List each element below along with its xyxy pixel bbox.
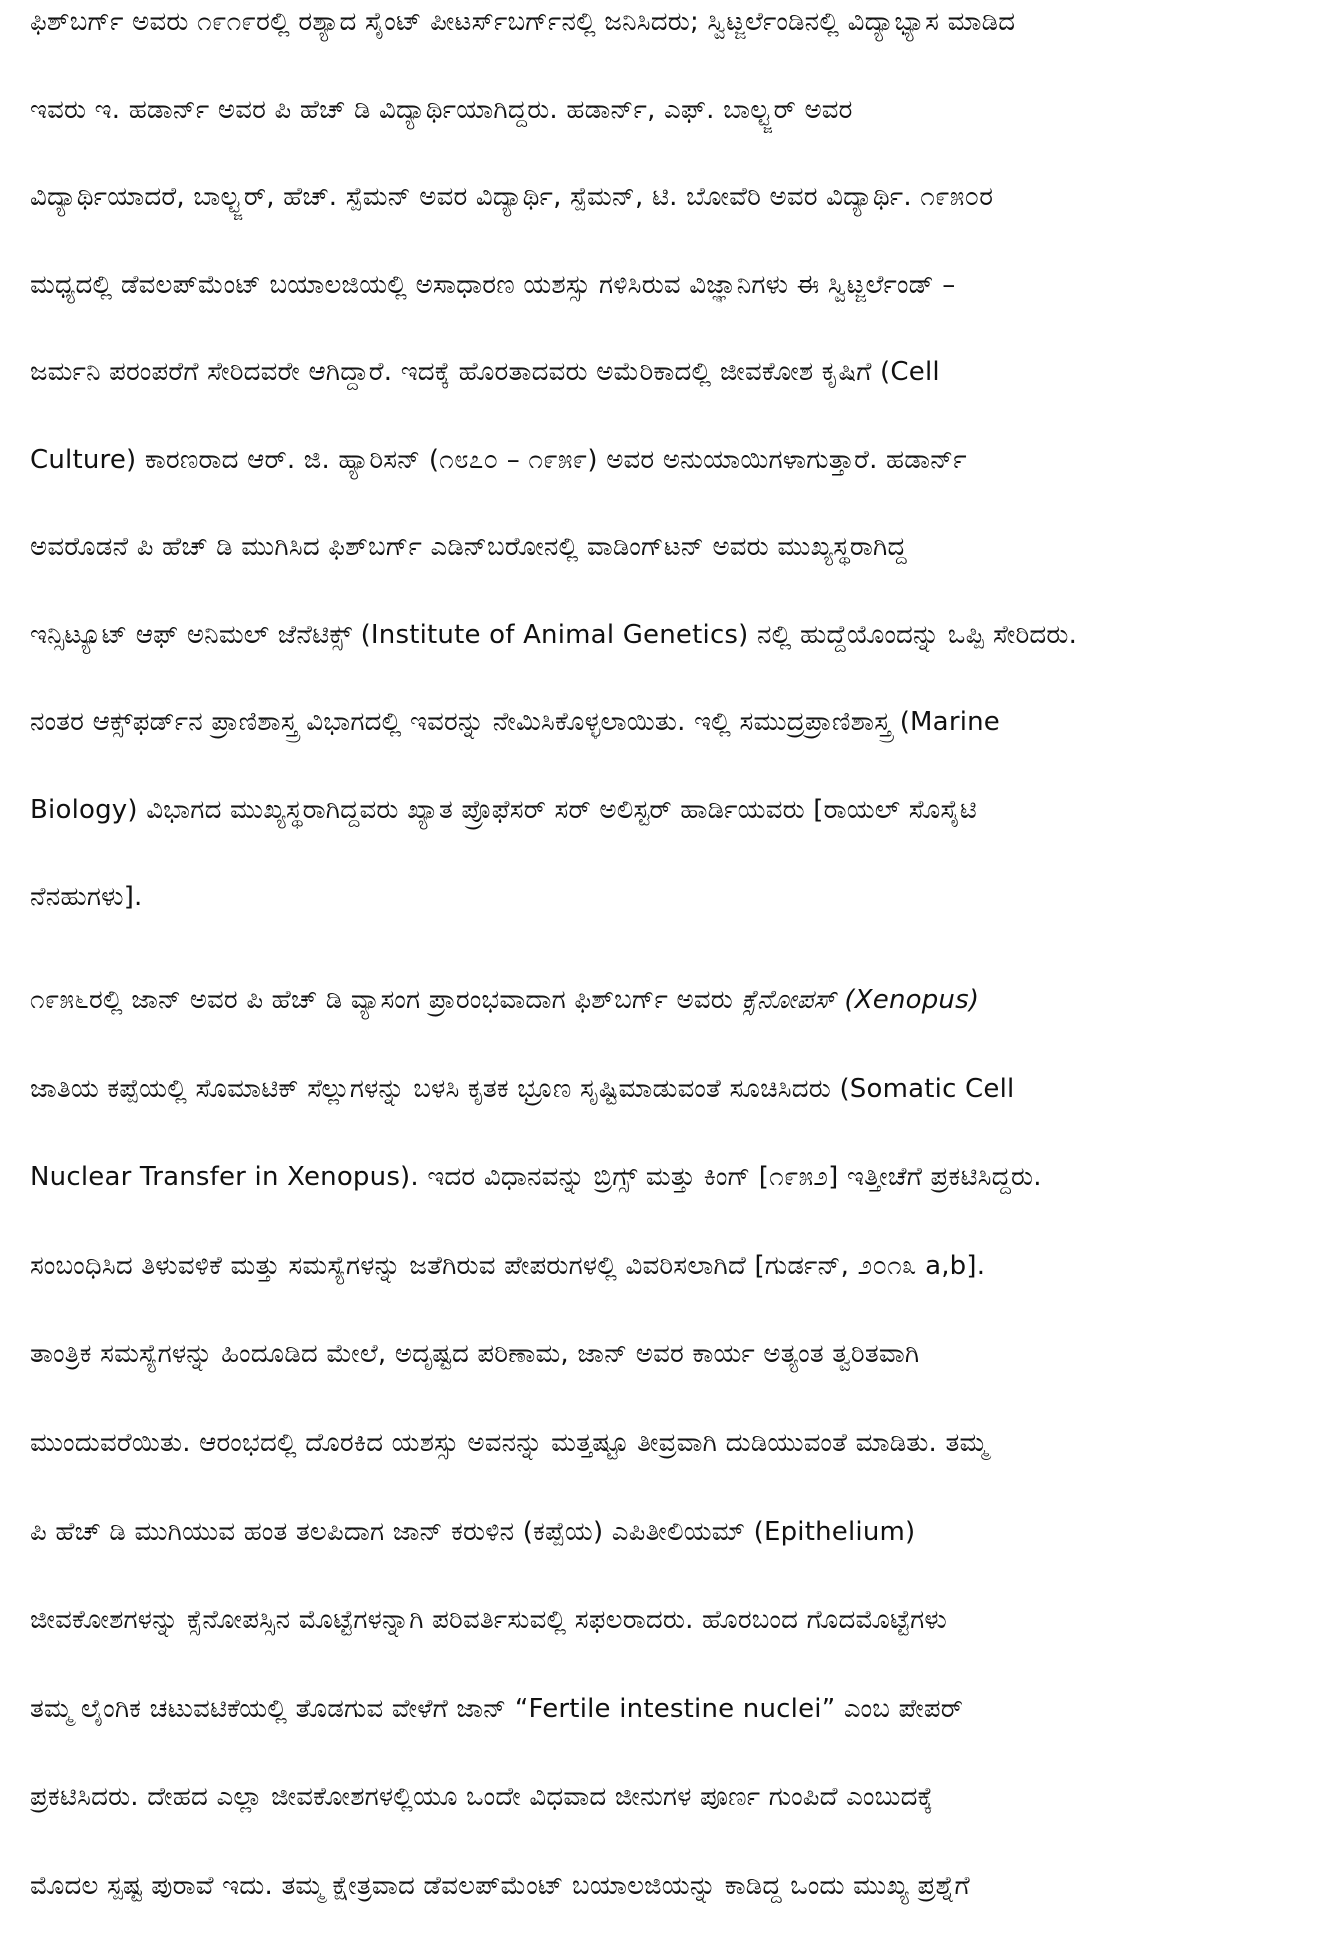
text-line: ಜೀವಕೋಶಗಳನ್ನು ಕ್ಸೆನೋಪಸ್ಸಿನ ಮೊಟ್ಟೆಗಳನ್ನಾಗಿ ಪರಿವರ್ತಿಸುವಲ್ಲಿ ಸಫಲರಾದರು. ಹೊರಬಂದ ಗೊದಮೊಟ್ಟೆಗಳು <box>30 1605 947 1636</box>
text-line: ಪಿ ಹೆಚ್ ಡಿ ಮುಗಿಯುವ ಹಂತ ತಲಪಿದಾಗ ಜಾನ್ ಕರುಳಿನ (ಕಪ್ಪೆಯ) ಎಪಿತೀಲಿಯಮ್ (Epithelium) <box>30 1516 916 1547</box>
text-line: ತಾಂತ್ರಿಕ ಸಮಸ್ಯೆಗಳನ್ನು ಹಿಂದೂಡಿದ ಮೇಲೆ, ಅದೃಷ್ಟದ ಪರಿಣಾಮ, ಜಾನ್ ಅವರ ಕಾರ್ಯ ಅತ್ಯಂತ ತ್ವರಿತವಾಗಿ <box>30 1339 920 1370</box>
text-line: ಸಂಬಂಧಿಸಿದ ತಿಳುವಳಿಕೆ ಮತ್ತು ಸಮಸ್ಯೆಗಳನ್ನು ಜತೆಗಿರುವ ಪೇಪರುಗಳಲ್ಲಿ ವಿವರಿಸಲಾಗಿದೆ [ಗುರ್ಡನ್, ೨೦೧೩ a,b]. <box>30 1250 986 1281</box>
text-line: ತಮ್ಮ ಲೈಂಗಿಕ ಚಟುವಟಿಕೆಯಲ್ಲಿ ತೊಡಗುವ ವೇಳೆಗೆ ಜಾನ್ “Fertile intestine nuclei” ಎಂಬ ಪೇಪರ್ <box>30 1693 964 1724</box>
species-emphasis: ಕ್ಸೆನೋಪಸ್ (Xenopus) <box>741 985 980 1015</box>
text-line: Nuclear Transfer in Xenopus). ಇದರ ವಿಧಾನವನ್ನು ಬ್ರಿಗ್ಸ್ ಮತ್ತು ಕಿಂಗ್ [೧೯೫೨] ಇತ್ತೀಚೆಗೆ ಪ್ರಕಟಿಸಿದ್ದರು. <box>30 1162 1042 1193</box>
text-line: ಮೊದಲ ಸ್ಪಷ್ಟ ಪುರಾವೆ ಇದು. ತಮ್ಮ ಕ್ಷೇತ್ರವಾದ ಡೆವಲಪ್‌ಮೆಂಟ್ ಬಯಾಲಜಿಯನ್ನು ಕಾಡಿದ್ದ ಒಂದು ಮುಖ್ಯ ಪ್ರಶ್ನೆಗೆ <box>30 1870 970 1901</box>
text-line: ವಿದ್ಯಾರ್ಥಿಯಾದರೆ, ಬಾಲ್ಟ್ಜರ್, ಹೆಚ್. ಸ್ಪೆಮನ್ ಅವರ ವಿದ್ಯಾರ್ಥಿ, ಸ್ಪೆಮನ್, ಟಿ. ಬೋವೆರಿ ಅವರ ವಿದ್ಯಾರ್ಥಿ. ೧೯೫೦ರ <box>30 182 994 212</box>
paragraph-2 <box>30 980 1292 1955</box>
text-line: ಮುಂದುವರೆಯಿತು. ಆರಂಭದಲ್ಲಿ ದೊರಕಿದ ಯಶಸ್ಸು ಅವನನ್ನು ಮತ್ತಷ್ಟೂ ತೀವ್ರವಾಗಿ ದುಡಿಯುವಂತೆ ಮಾಡಿತು. ತಮ್ಮ <box>30 1427 988 1458</box>
text-line: Culture) ಕಾರಣರಾದ ಆರ್. ಜಿ. ಹ್ಯಾರಿಸನ್ (೧೮೭೦ – ೧೯೫೯) ಅವರ ಅನುಯಾಯಿಗಳಾಗುತ್ತಾರೆ. ಹಡಾರ್ನ್ <box>30 444 967 475</box>
text-line: ನಂತರ ಆಕ್ಸ್‌ಫರ್ಡ್‌ನ ಪ್ರಾಣಿಶಾಸ್ತ್ರ ವಿಭಾಗದಲ್ಲಿ ಇವರನ್ನು ನೇಮಿಸಿಕೊಳ್ಳಲಾಯಿತು. ಇಲ್ಲಿ ಸಮುದ್ರಪ್ರಾಣಿಶಾಸ್ತ್ರ (Marine <box>30 707 1001 737</box>
text-line: ಮಧ್ಯದಲ್ಲಿ ಡೆವಲಪ್‌ಮೆಂಟ್ ಬಯಾಲಜಿಯಲ್ಲಿ ಅಸಾಧಾರಣ ಯಶಸ್ಸು ಗಳಿಸಿರುವ ವಿಜ್ಞಾನಿಗಳು ಈ ಸ್ವಿಟ್ಜರ್ಲೆಂಡ್ – <box>30 269 956 300</box>
text-line: ಪ್ರಕಟಿಸಿದರು. ದೇಹದ ಎಲ್ಲಾ ಜೀವಕೋಶಗಳಲ್ಲಿಯೂ ಒಂದೇ ವಿಧವಾದ ಜೀನುಗಳ ಪೂರ್ಣ ಗುಂಪಿದೆ ಎಂಬುದಕ್ಕೆ <box>30 1782 934 1813</box>
text-line: ಜರ್ಮನಿ ಪರಂಪರೆಗೆ ಸೇರಿದವರೇ ಆಗಿದ್ದಾರೆ. ಇದಕ್ಕೆ ಹೊರತಾದವರು ಅಮೆರಿಕಾದಲ್ಲಿ ಜೀವಕೋಶ ಕೃಷಿಗೆ (Cell <box>30 357 940 387</box>
text-line: ಅವರೊಡನೆ ಪಿ ಹೆಚ್ ಡಿ ಮುಗಿಸಿದ ಫಿಶ್‌ಬರ್ಗ್ ಎಡಿನ್‌ಬರೋನಲ್ಲಿ ವಾಡಿಂಗ್‌ಟನ್ ಅವರು ಮುಖ್ಯಸ್ಥರಾಗಿದ್ದ <box>30 532 907 562</box>
text-line: ಇನ್ಸಿಟ್ಯೂಟ್ ಆಫ್ ಅನಿಮಲ್ ಜೆನೆಟಿಕ್ಸ್ (Institute of Animal Genetics) ನಲ್ಲಿ ಹುದ್ದೆಯೊಂದನ್ನು ಒಪ್ಪಿ ಸೇರಿದರು. <box>30 619 1078 650</box>
text-line: ನೆನಹುಗಳು]. <box>30 882 143 912</box>
text-line: ಇವರು ಇ. ಹಡಾರ್ನ್ ಅವರ ಪಿ ಹೆಚ್ ಡಿ ವಿದ್ಯಾರ್ಥಿಯಾಗಿದ್ದರು. ಹಡಾರ್ನ್, ಎಫ್. ಬಾಲ್ಟ್ಜರ್ ಅವರ <box>30 94 853 125</box>
paragraph-1 <box>30 2 1292 965</box>
text-line-start: ೧೯೫೬ರಲ್ಲಿ ಜಾನ್ ಅವರ ಪಿ ಹೆಚ್ ಡಿ ವ್ಯಾಸಂಗ ಪ್ರಾರಂಭವಾದಾಗ ಫಿಶ್‌ಬರ್ಗ್ ಅವರು <box>30 985 742 1015</box>
text-line <box>30 980 1292 1069</box>
text-line: ಫಿಶ್‌ಬರ್ಗ್ ಅವರು ೧೯೧೯ರಲ್ಲಿ ರಶ್ಯಾದ ಸೈಂಟ್ ಪೀಟರ್ಸ್‌ಬರ್ಗ್‌ನಲ್ಲಿ ಜನಿಸಿದರು; ಸ್ವಿಟ್ಜರ್ಲೆಂಡಿನಲ್ಲಿ ವಿದ್ಯಾಭ್ಯಾಸ ಮಾಡಿದ <box>30 7 1016 37</box>
text-line: Biology) ವಿಭಾಗದ ಮುಖ್ಯಸ್ಥರಾಗಿದ್ದವರು ಖ್ಯಾತ ಪ್ರೊಫೆಸರ್ ಸರ್ ಅಲಿಸ್ಟರ್ ಹಾರ್ಡಿಯವರು [ರಾಯಲ್ ಸೊಸೈಟಿ <box>30 794 977 825</box>
text-line: ಜಾತಿಯ ಕಪ್ಪೆಯಲ್ಲಿ ಸೊಮಾಟಿಕ್ ಸೆಲ್ಲುಗಳನ್ನು ಬಳಸಿ ಕೃತಕ ಭ್ರೂಣ ಸೃಷ್ಟಿಮಾಡುವಂತೆ ಸೂಚಿಸಿದರು (Somatic Cell <box>30 1073 1015 1104</box>
